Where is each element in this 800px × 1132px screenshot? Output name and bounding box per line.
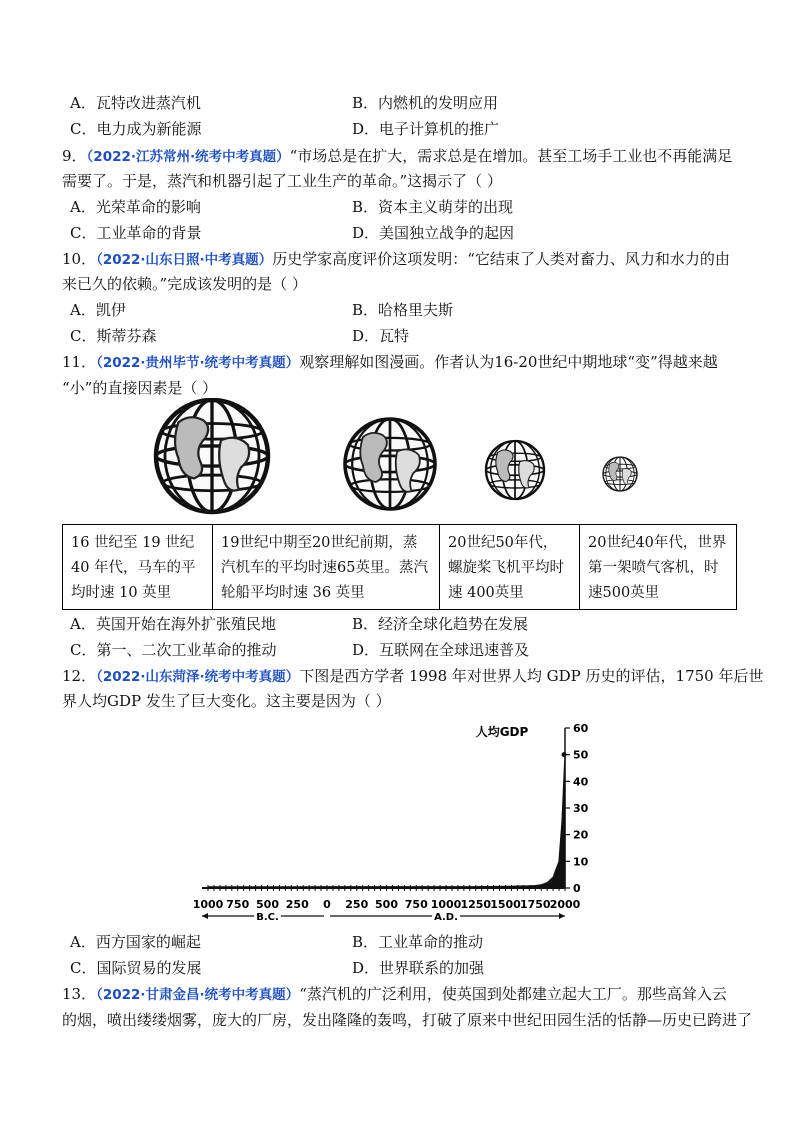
x-tick-label: 500	[256, 898, 279, 911]
globes-cartoon	[150, 398, 670, 520]
y-tick-label: 30	[573, 802, 589, 815]
globe-tiny-icon	[603, 457, 637, 491]
q10-number: 10．	[62, 250, 97, 268]
gdp-chart	[190, 716, 610, 926]
q9-option-c: C．工业革命的背景	[70, 224, 202, 242]
y-tick-label: 40	[573, 775, 589, 789]
q12-number: 12．	[62, 667, 97, 685]
era-label-bc: B.C.	[256, 912, 279, 923]
x-tick-label: 2000	[549, 898, 581, 911]
q13-stem-line1	[62, 983, 727, 1006]
q11-source-tag: （2022·贵州毕节·统考中考真题）	[96, 355, 300, 371]
x-tick-label: 750	[404, 898, 428, 911]
x-tick-label: 0	[323, 898, 331, 911]
q10-stem-line1	[62, 248, 730, 271]
x-tick-label: 1000	[430, 898, 462, 911]
q12-stem-line1	[62, 665, 763, 688]
q10-text-2: 来已久的依赖。”完成该发明的是（ ）	[62, 275, 307, 293]
q12-option-c: C．国际贸易的发展	[70, 959, 202, 977]
table-cell-4: 20世纪40年代，世界第一架喷气客机，时速500英里	[588, 535, 727, 601]
y-tick-label: 60	[573, 722, 589, 735]
q11-text-1: 观察理解如图漫画。作者认为16-20世纪中期地球“变”得越来越	[299, 353, 718, 371]
globe-medium-icon	[345, 419, 435, 509]
table-cell-1: 16 世纪至 19 世纪 40 年代，马车的平均时速 10 英里	[63, 525, 213, 609]
q11-stem-line1	[62, 351, 718, 374]
q13-text-1: “蒸汽机的广泛利用，使英国到处都建立起大工厂。那些高耸入云	[299, 985, 727, 1003]
globe-small-icon	[486, 441, 544, 499]
gdp-endpoint	[562, 752, 567, 757]
q8-option-d: D．电子计算机的推广	[352, 120, 500, 138]
q11-number: 11．	[62, 353, 97, 371]
q12-option-d: D．世界联系的加强	[352, 959, 485, 977]
x-tick-label: 250	[285, 898, 309, 911]
x-tick-label: 1750	[519, 898, 551, 911]
x-tick-label: 1250	[460, 898, 492, 911]
ad-arrow-head	[559, 913, 565, 919]
gdp-area	[208, 755, 565, 888]
era-label-ad: A.D.	[434, 912, 458, 923]
q9-option-d: D．美国独立战争的起因	[352, 224, 515, 242]
x-tick-label: 1500	[490, 898, 521, 911]
q9-text-1: “市场总是在扩大，需求总是在增加。甚至工场手工业也不再能满足	[289, 147, 733, 165]
q11-option-a: A．英国开始在海外扩张殖民地	[70, 615, 276, 633]
q8-option-c: C．电力成为新能源	[70, 120, 202, 138]
bc-arrow-head	[202, 913, 208, 919]
q12-text-1: 下图是西方学者 1998 年对世界人均 GDP 历史的评估，1750 年后世	[299, 667, 764, 685]
q10-option-a: A．凯伊	[70, 301, 126, 319]
table-cell-2: 19世纪中期至20世纪前期，蒸汽机车的平均时速65英里。蒸汽轮船平均时速 36 英里	[213, 525, 440, 609]
x-tick-label: 1000	[192, 898, 224, 911]
globe-large-icon	[156, 400, 268, 512]
q9-number: 9．	[62, 147, 87, 165]
q9-option-b: B．资本主义萌芽的出现	[352, 198, 514, 216]
q10-option-c: C．斯蒂芬森	[70, 327, 157, 345]
y-tick-label: 10	[573, 855, 589, 869]
y-tick-label: 50	[573, 748, 589, 762]
q9-source-tag: （2022·江苏常州·统考中考真题）	[86, 149, 290, 165]
y-tick-label: 20	[573, 828, 589, 842]
q11-option-d: D．互联网在全球迅速普及	[352, 641, 530, 659]
table-cell-3: 20世纪50年代，螺旋桨飞机平均时速 400英里	[440, 525, 580, 609]
q12-option-b: B．工业革命的推动	[352, 933, 484, 951]
x-tick-label: 500	[375, 898, 398, 911]
q9-option-a: A．光荣革命的影响	[70, 198, 201, 216]
q13-source-tag: （2022·甘肃金昌·统考中考真题）	[96, 987, 300, 1003]
y-tick-label: 0	[573, 882, 581, 895]
q13-text-2: 的烟，喷出缕缕烟雾，庞大的厂房，发出隆隆的轰鸣，打破了原来中世纪田园生活的恬静—历史已跨进了	[62, 1011, 753, 1029]
q11-text-2: “小”的直接因素是（ ）	[62, 379, 218, 397]
q12-option-a: A．西方国家的崛起	[70, 933, 201, 951]
q8-option-a: A．瓦特改进蒸汽机	[70, 94, 201, 112]
q11-option-c: C．第一、二次工业革命的推动	[70, 641, 277, 659]
q13-number: 13．	[62, 985, 97, 1003]
y-axis-label: 人均GDP	[475, 725, 529, 739]
q9-text-2: 需要了。于是，蒸汽和机器引起了工业生产的革命。”这揭示了（ ）	[62, 172, 502, 190]
q8-option-b: B．内燃机的发明应用	[352, 94, 499, 112]
q9-stem-line1	[62, 145, 732, 168]
x-tick-label: 750	[226, 898, 250, 911]
q12-source-tag: （2022·山东菏泽·统考中考真题）	[96, 669, 300, 685]
q10-option-b: B．哈格里夫斯	[352, 301, 454, 319]
q10-source-tag: （2022·山东日照·中考真题）	[96, 252, 273, 268]
q11-option-b: B．经济全球化趋势在发展	[352, 615, 529, 633]
q12-text-2: 界人均GDP 发生了巨大变化。这主要是因为（ ）	[62, 692, 391, 710]
speed-table	[62, 524, 737, 610]
q10-text-1: 历史学家高度评价这项发明：“它结束了人类对畜力、风力和水力的由	[272, 250, 730, 268]
x-tick-label: 250	[345, 898, 369, 911]
q10-option-d: D．瓦特	[352, 327, 410, 345]
